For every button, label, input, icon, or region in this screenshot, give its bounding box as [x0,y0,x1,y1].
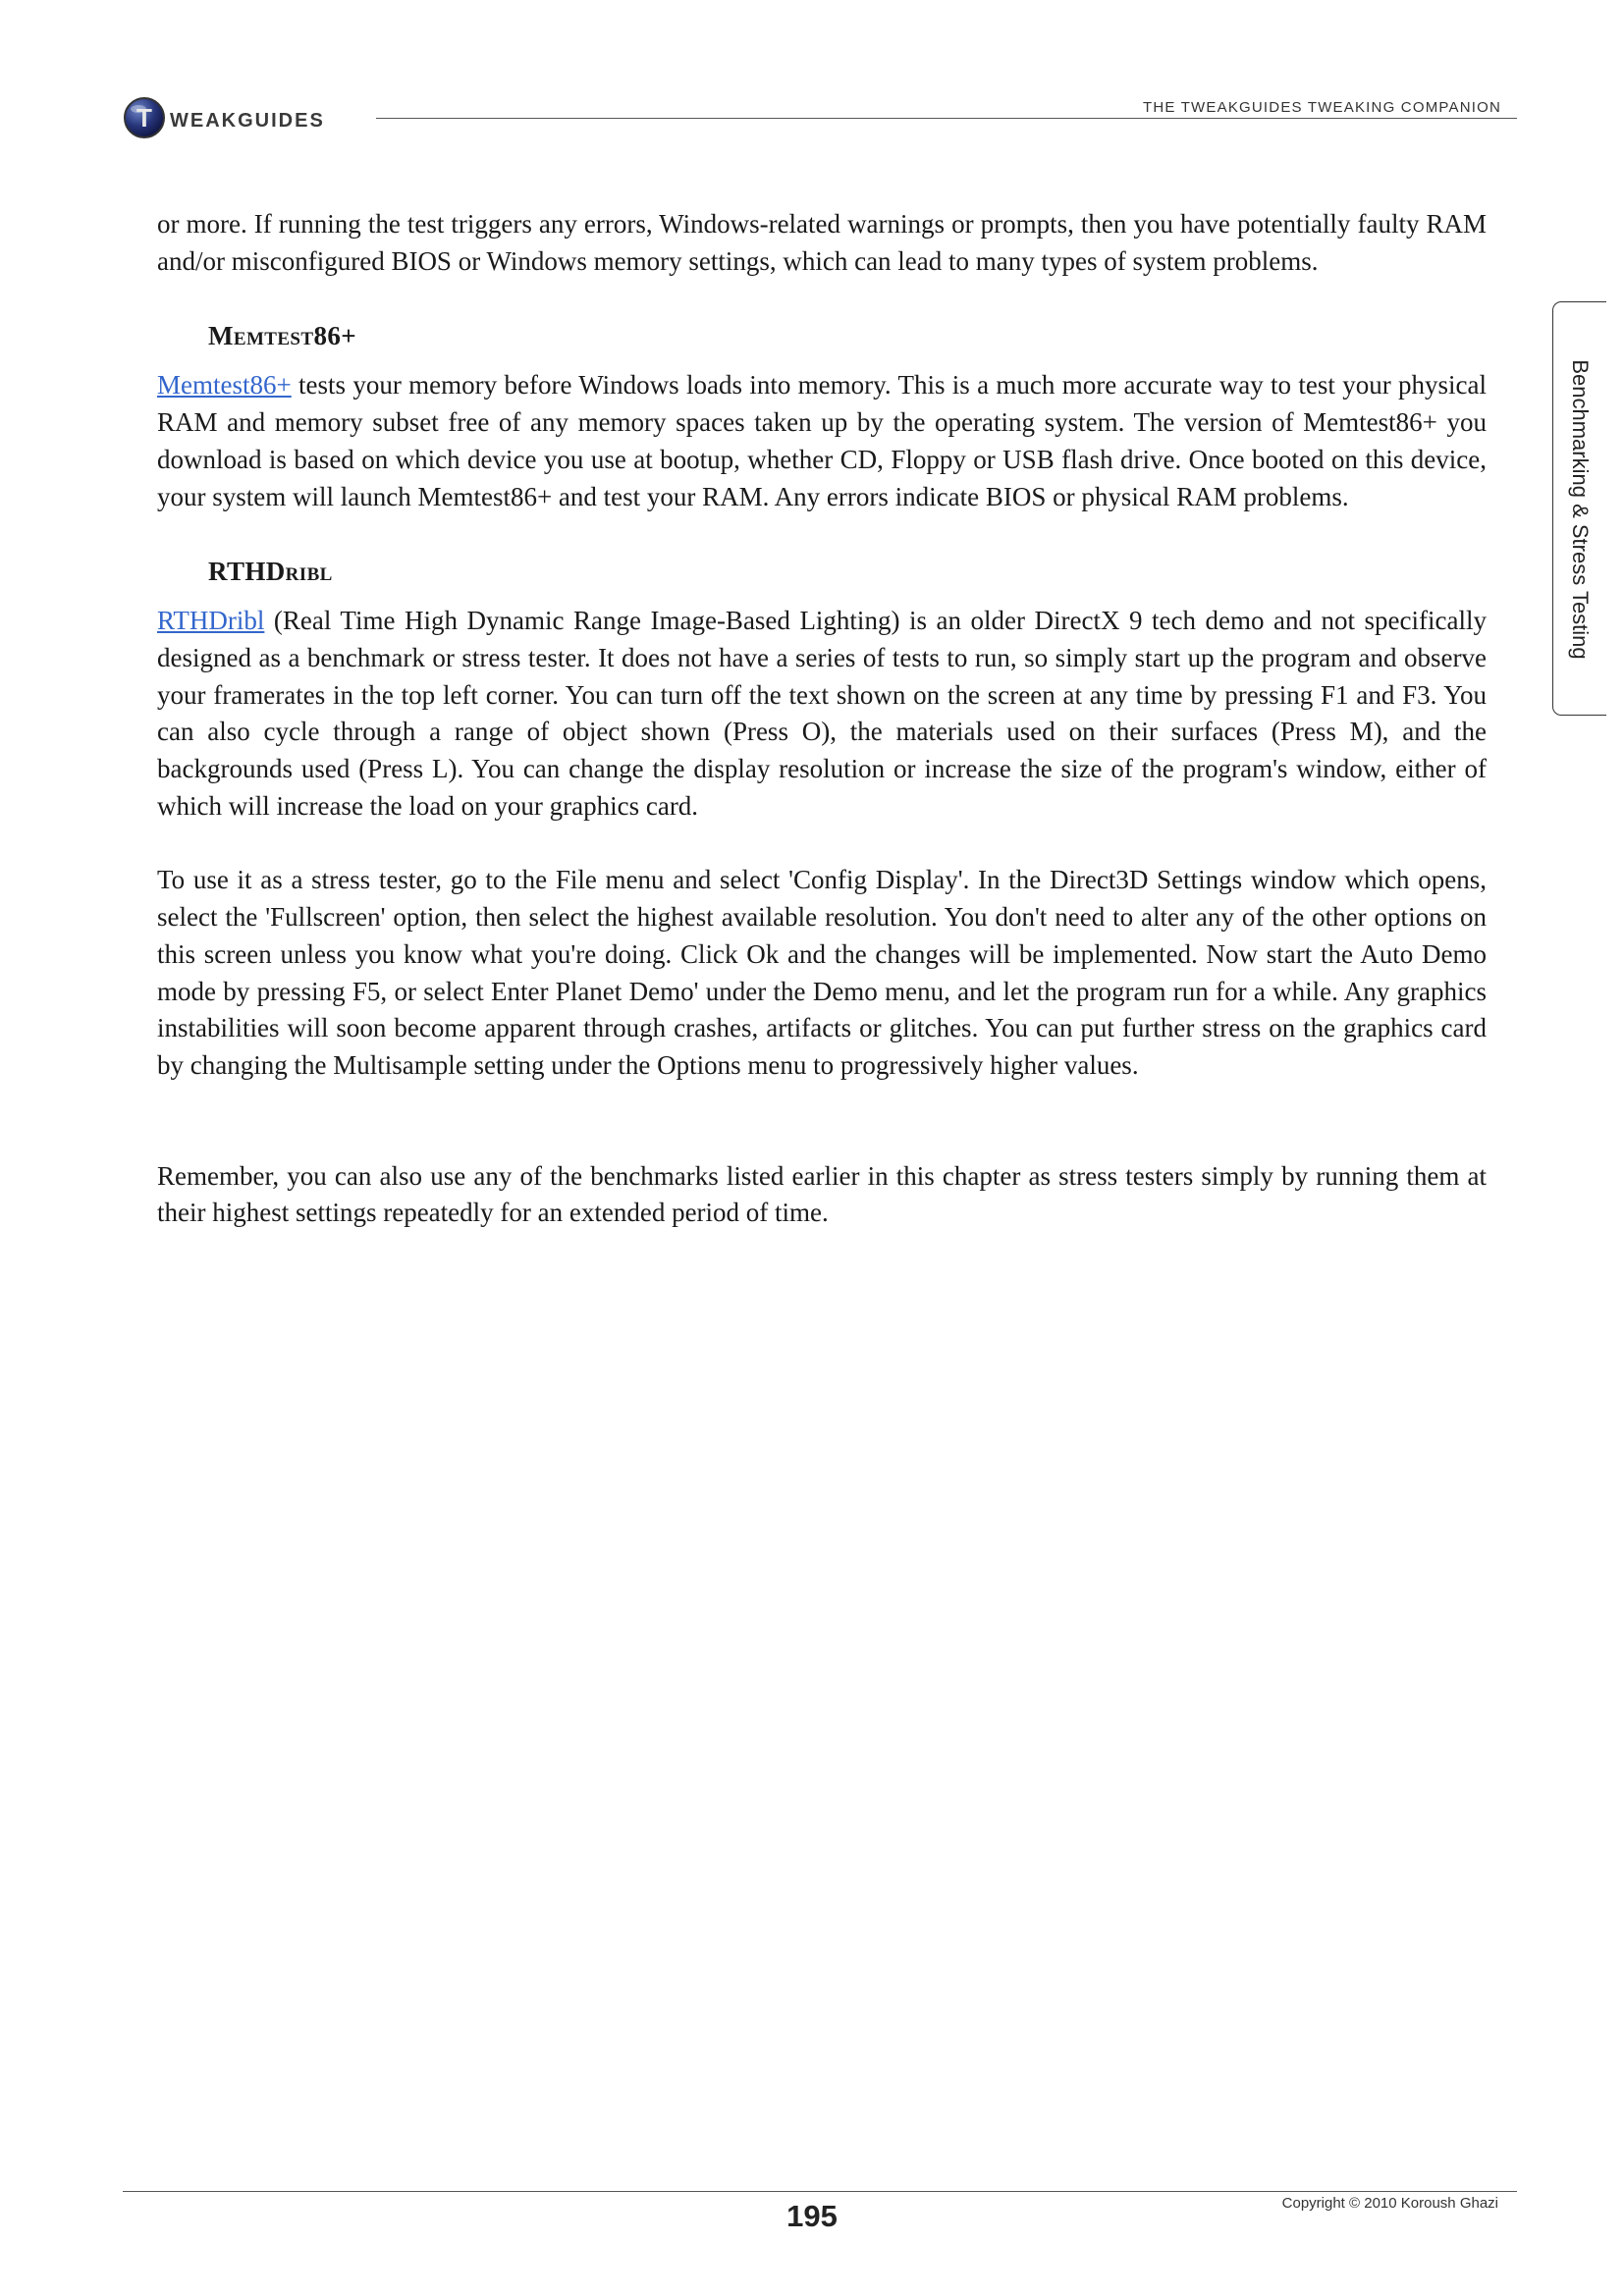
page-number: 195 [786,2199,838,2233]
rthdribl-link[interactable]: RTHDribl [157,606,265,636]
rthdribl-text: (Real Time High Dynamic Range Image-Based Lighting) is an older DirectX 9 tech demo and not specifically designed as a benchmark or stress tester. It does not have a series of tests to run, so simply start up the program and observe your framerates in the top left corner. You can turn off the text shown on the screen at any time by pressing F1 and F3. You can also cycle through a range of object shown (Press O), the materials used on their surfaces (Press M), and the backgrounds used (Press L). You can change the display resolution or increase the size of the program's window, either of which will increase the load on your graphics card. [157,606,1487,821]
stress-tester-paragraph: To use it as a stress tester, go to the File menu and select 'Config Display'. In the Direct3D Settings window which opens, select the 'Fullscreen' option, then select the highest available resolution. You don't need to alter any of the other options on this screen unless you know what you're doing. Click Ok and the changes will be implemented. Now start the Auto Demo mode by pressing F5, or select Enter Planet Demo' under the Demo menu, and let the program run for a while. Any graphics instabilities will soon become apparent through crashes, artifacts or glitches. You can put further stress on the graphics card by changing the Multisample setting under the Options menu to progressively higher values. [157,865,1487,1080]
chapter-side-tab [1552,301,1606,716]
intro-paragraph: or more. If running the test triggers any errors, Windows-related warnings or prompts, then you have potentially faulty RAM and/or misconfigured BIOS or Windows memory settings, which can lead to many types of system problems. [157,209,1487,276]
page-header [123,92,1517,143]
remember-paragraph: Remember, you can also use any of the benchmarks listed earlier in this chapter as stress testers simply by running them at their highest settings repeatedly for an extended period of time. [157,1160,1487,1228]
rthdribl-heading: RTHDribl [208,557,333,587]
running-header-title: THE TWEAKGUIDES TWEAKING COMPANION [1143,99,1501,116]
page-content [157,206,1487,1269]
copyright-notice: Copyright © 2010 Koroush Ghazi [1281,2195,1498,2212]
header-rule [376,118,1517,119]
footer-rule [123,2191,1517,2192]
memtest-heading: Memtest86+ [208,321,357,351]
spacer [157,1122,1487,1158]
tweakguides-logo [123,92,325,143]
globe-icon [123,96,166,139]
svg-text:T: T [136,103,152,133]
memtest-paragraph [157,367,1487,515]
rthdribl-paragraph [157,603,1487,825]
memtest-text: tests your memory before Windows loads into memory. This is a much more accurate way to test your physical RAM and memory subset free of any memory spaces taken up by the operating system. The version of Memtest86+ you download is based on which device you use at bootup, whether CD, Floppy or USB flash drive. Once booted on this device, your system will launch Memtest86+ and test your RAM. Any errors indicate BIOS or physical RAM problems. [157,370,1487,511]
logo-text: WEAKGUIDES [170,109,325,132]
memtest-link[interactable]: Memtest86+ [157,370,292,400]
chapter-side-tab-label: Benchmarking & Stress Testing [1568,359,1593,660]
